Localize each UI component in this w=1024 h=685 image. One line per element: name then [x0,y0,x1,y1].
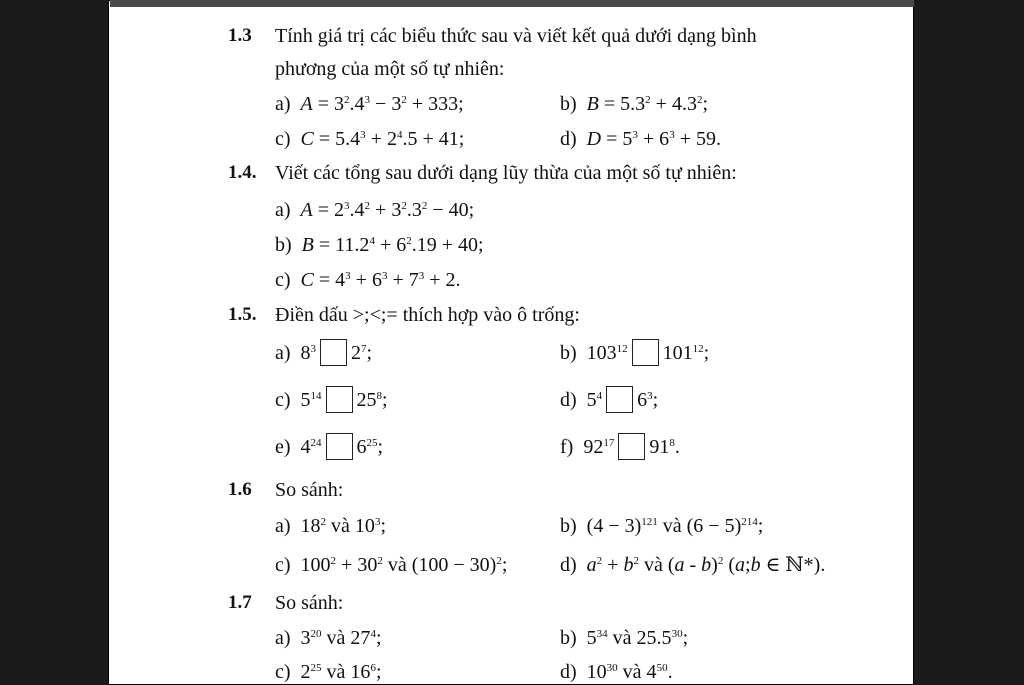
problem-1-4-b: b) $B = 11.2^4 + 6^2.19 + 40$; [275,234,484,256]
problem-1-5-c: c) $5^{14}$ $25^8$; [275,388,388,415]
blank-box[interactable] [632,339,659,366]
problem-1-6-d: d) $a^2 + b^2$ và (a - b)$^2$ (a;b ∈ ℕ*). [560,554,826,576]
problem-1-3-title-line1: Tính giá trị các biểu thức sau và viết kết quả dưới dạng bình [275,25,757,47]
problem-1-5-d: d) $5^4$ $6^3$; [560,388,658,415]
problem-1-6-b: b) $(4 - 3)^{121}$ và $(6 - 5)^{214}$; [560,515,764,537]
document-page [108,0,914,685]
problem-number-1-4: 1.4. [228,162,257,183]
blank-box[interactable] [618,433,645,460]
problem-1-6-title: So sánh: [275,479,344,501]
problem-1-7-b: b) $5^{34}$ và 25.5$^{30}$; [560,627,689,649]
problem-1-3-b: b) $B = 5.3^2 + 4.3^2$; [560,93,709,115]
problem-1-7-c: c) $2^{25}$ và $16^6$; [275,661,382,683]
problem-1-3-c: c) $C = 5.4^3 + 2^4.5 + 41$; [275,128,465,150]
problem-1-3-d: d) $D = 5^3 + 6^3 + 59$. [560,128,721,150]
problem-1-6-a: a) $18^2$ và $10^3$; [275,515,386,537]
problem-1-4-a: a) $A = 2^3.4^2 + 3^2.3^2 - 40$; [275,199,475,221]
problem-1-5-title: Điền dấu >;<;= thích hợp vào ô trống: [275,304,580,326]
problem-1-7-d: d) $10^{30}$ và $4^{50}$. [560,661,673,683]
problem-number-1-6: 1.6 [228,479,252,500]
problem-1-3-title-line2: phương của một số tự nhiên: [275,58,505,80]
problem-1-5-e: e) $4^{24}$ $6^{25}$; [275,435,383,462]
blank-box[interactable] [326,433,353,460]
problem-1-5-a: a) $8^3$ $2^7$; [275,341,372,368]
problem-number-1-3: 1.3 [228,25,252,46]
blank-box[interactable] [326,386,353,413]
problem-1-7-a: a) $3^{20}$ và $27^4$; [275,627,382,649]
problem-1-3-a: a) $A = 3^2.4^3 - 3^2 + 333$; [275,93,464,115]
problem-1-7-title: So sánh: [275,592,344,614]
problem-1-4-title: Viết các tổng sau dưới dạng lũy thừa của một số tự nhiên: [275,162,737,184]
blank-box[interactable] [606,386,633,413]
problem-number-1-7: 1.7 [228,592,252,613]
problem-1-5-b: b) $103^{12}$ $101^{12}$; [560,341,709,368]
problem-1-4-c: c) $C = 4^3 + 6^3 + 7^3 + 2$. [275,269,461,291]
page-top-edge [110,0,914,7]
problem-1-6-c: c) $100^2 + 30^2$ và $(100 - 30)^2$; [275,554,508,576]
blank-box[interactable] [320,339,347,366]
problem-1-5-f: f) $92^{17}$ $91^8$. [560,435,680,462]
problem-number-1-5: 1.5. [228,304,257,325]
